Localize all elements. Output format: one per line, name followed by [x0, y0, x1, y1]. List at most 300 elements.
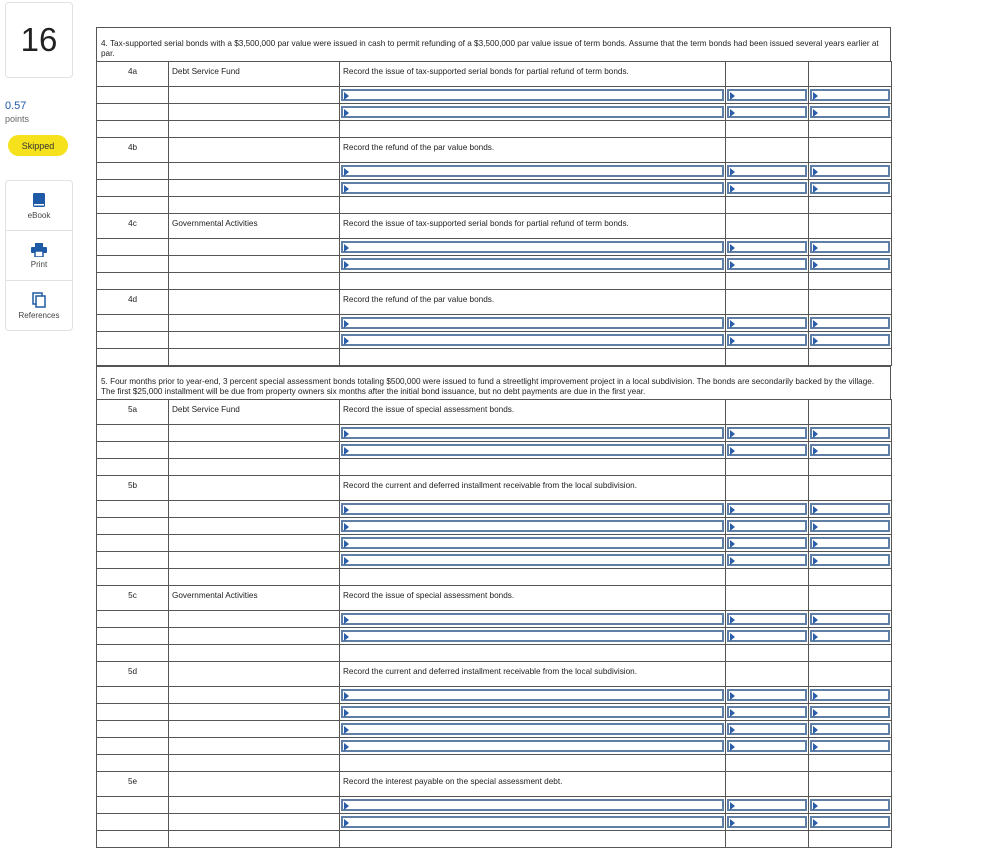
credit-header-cell	[809, 476, 892, 501]
credit-cell	[809, 87, 892, 104]
account-cell	[340, 501, 726, 518]
journal-entry-row	[97, 87, 892, 104]
blank-cell	[726, 645, 809, 662]
points-label: points	[5, 114, 30, 124]
account-select[interactable]	[341, 165, 724, 177]
entry-instruction: Record the interest payable on the special assessment debt.	[340, 772, 726, 797]
debit-cell	[726, 611, 809, 628]
credit-input[interactable]	[810, 427, 890, 439]
entry-instruction: Record the issue of tax-supported serial bonds for partial refund of term bonds.	[340, 62, 726, 87]
debit-cell	[726, 552, 809, 569]
debit-input[interactable]	[727, 799, 807, 811]
blank-cell	[340, 197, 726, 214]
fund-name: Debt Service Fund	[169, 400, 340, 425]
empty-fund-cell	[169, 628, 340, 645]
debit-header-cell	[726, 138, 809, 163]
blank-cell	[726, 197, 809, 214]
credit-cell	[809, 239, 892, 256]
account-cell	[340, 814, 726, 831]
account-select[interactable]	[341, 706, 724, 718]
entry-reference: 5d	[97, 662, 169, 687]
blank-cell	[726, 569, 809, 586]
empty-ref-cell	[97, 611, 169, 628]
credit-cell	[809, 738, 892, 755]
account-cell	[340, 425, 726, 442]
entry-instruction: Record the issue of special assessment bonds.	[340, 586, 726, 611]
credit-input[interactable]	[810, 503, 890, 515]
account-select[interactable]	[341, 427, 724, 439]
entry-reference: 5b	[97, 476, 169, 501]
debit-cell	[726, 163, 809, 180]
blank-cell	[97, 459, 169, 476]
account-cell	[340, 628, 726, 645]
debit-header-cell	[726, 400, 809, 425]
journal-table	[96, 399, 892, 848]
print-button[interactable]	[6, 231, 72, 281]
fund-name	[169, 290, 340, 315]
debit-cell	[726, 535, 809, 552]
empty-ref-cell	[97, 797, 169, 814]
credit-input[interactable]	[810, 689, 890, 701]
debit-input[interactable]	[727, 334, 807, 346]
account-cell	[340, 552, 726, 569]
ebook-label: eBook	[27, 210, 51, 220]
account-select[interactable]	[341, 258, 724, 270]
blank-cell	[809, 569, 892, 586]
empty-fund-cell	[169, 611, 340, 628]
fund-name	[169, 138, 340, 163]
empty-ref-cell	[97, 535, 169, 552]
empty-fund-cell	[169, 425, 340, 442]
debit-cell	[726, 180, 809, 197]
debit-cell	[726, 239, 809, 256]
entry-header-row	[97, 662, 892, 687]
blank-cell	[726, 349, 809, 366]
fund-name	[169, 662, 340, 687]
empty-ref-cell	[97, 332, 169, 349]
tool-panel	[5, 180, 73, 331]
fund-name: Governmental Activities	[169, 214, 340, 239]
entry-header-row	[97, 586, 892, 611]
book-icon	[31, 192, 47, 208]
credit-cell	[809, 315, 892, 332]
credit-header-cell	[809, 586, 892, 611]
debit-input[interactable]	[727, 689, 807, 701]
blank-cell	[340, 755, 726, 772]
entry-reference: 4b	[97, 138, 169, 163]
blank-cell	[340, 459, 726, 476]
blank-cell	[97, 755, 169, 772]
debit-cell	[726, 704, 809, 721]
debit-input[interactable]	[727, 554, 807, 566]
blank-cell	[97, 349, 169, 366]
debit-input[interactable]	[727, 317, 807, 329]
account-select[interactable]	[341, 520, 724, 532]
journal-table	[96, 61, 892, 366]
empty-ref-cell	[97, 180, 169, 197]
journal-entry-row	[97, 104, 892, 121]
empty-fund-cell	[169, 256, 340, 273]
empty-ref-cell	[97, 256, 169, 273]
journal-entry-row	[97, 704, 892, 721]
empty-fund-cell	[169, 163, 340, 180]
account-select[interactable]	[341, 630, 724, 642]
entry-header-row	[97, 476, 892, 501]
blank-row	[97, 273, 892, 290]
blank-cell	[169, 755, 340, 772]
blank-cell	[340, 569, 726, 586]
entry-header-row	[97, 772, 892, 797]
entry-instruction: Record the refund of the par value bonds.	[340, 290, 726, 315]
credit-input[interactable]	[810, 182, 890, 194]
credit-input[interactable]	[810, 613, 890, 625]
debit-input[interactable]	[727, 520, 807, 532]
credit-cell	[809, 518, 892, 535]
entry-reference: 5a	[97, 400, 169, 425]
account-cell	[340, 180, 726, 197]
debit-cell	[726, 797, 809, 814]
fund-name: Governmental Activities	[169, 586, 340, 611]
empty-fund-cell	[169, 87, 340, 104]
empty-fund-cell	[169, 535, 340, 552]
account-select[interactable]	[341, 689, 724, 701]
credit-cell	[809, 180, 892, 197]
blank-cell	[726, 459, 809, 476]
blank-cell	[809, 349, 892, 366]
fund-name: Debt Service Fund	[169, 62, 340, 87]
entry-header-row	[97, 400, 892, 425]
journal-entry-row	[97, 332, 892, 349]
account-cell	[340, 687, 726, 704]
empty-fund-cell	[169, 518, 340, 535]
question-number: 16	[5, 2, 73, 78]
blank-cell	[97, 645, 169, 662]
account-select[interactable]	[341, 444, 724, 456]
fund-name	[169, 772, 340, 797]
account-cell	[340, 797, 726, 814]
blank-cell	[97, 569, 169, 586]
journal-entry-row	[97, 738, 892, 755]
empty-ref-cell	[97, 104, 169, 121]
blank-row	[97, 569, 892, 586]
credit-header-cell	[809, 62, 892, 87]
account-cell	[340, 315, 726, 332]
debit-cell	[726, 256, 809, 273]
credit-cell	[809, 687, 892, 704]
entry-instruction: Record the issue of special assessment bonds.	[340, 400, 726, 425]
credit-header-cell	[809, 772, 892, 797]
account-cell	[340, 332, 726, 349]
account-cell	[340, 442, 726, 459]
debit-input[interactable]	[727, 630, 807, 642]
problem-4-statement: 4. Tax-supported serial bonds with a $3,500,000 par value were issued in cash to permit refunding of a $3,500,000 par value issue of term bonds. Assume that the term bonds had been issued several years earlier at par.	[96, 27, 891, 61]
blank-cell	[169, 121, 340, 138]
credit-cell	[809, 104, 892, 121]
empty-fund-cell	[169, 814, 340, 831]
debit-input[interactable]	[727, 503, 807, 515]
empty-fund-cell	[169, 442, 340, 459]
debit-cell	[726, 442, 809, 459]
debit-header-cell	[726, 772, 809, 797]
empty-fund-cell	[169, 104, 340, 121]
blank-row	[97, 349, 892, 366]
empty-ref-cell	[97, 315, 169, 332]
empty-fund-cell	[169, 501, 340, 518]
journal-entry-row	[97, 256, 892, 273]
credit-input[interactable]	[810, 89, 890, 101]
problem-5-statement: 5. Four months prior to year-end, 3 percent special assessment bonds totaling $500,000 were issued to fund a streetlight improvement project in a local subdivision. The bonds are secondarily backed by the village. The first $25,000 installment will be due from property owners six months after the initial bond issuance, but no debt payments are due in the first year.	[96, 366, 891, 399]
credit-cell	[809, 442, 892, 459]
empty-fund-cell	[169, 180, 340, 197]
entry-header-row	[97, 62, 892, 87]
journal-entry-row	[97, 814, 892, 831]
debit-cell	[726, 687, 809, 704]
credit-input[interactable]	[810, 165, 890, 177]
entry-instruction: Record the issue of tax-supported serial bonds for partial refund of term bonds.	[340, 214, 726, 239]
credit-input[interactable]	[810, 520, 890, 532]
debit-header-cell	[726, 662, 809, 687]
account-select[interactable]	[341, 740, 724, 752]
account-cell	[340, 738, 726, 755]
debit-input[interactable]	[727, 89, 807, 101]
blank-cell	[169, 349, 340, 366]
credit-cell	[809, 256, 892, 273]
journal-entry-row	[97, 315, 892, 332]
blank-row	[97, 755, 892, 772]
empty-ref-cell	[97, 501, 169, 518]
account-cell	[340, 87, 726, 104]
credit-input[interactable]	[810, 241, 890, 253]
account-cell	[340, 163, 726, 180]
printer-icon	[31, 243, 47, 257]
references-icon	[31, 292, 47, 308]
empty-ref-cell	[97, 814, 169, 831]
blank-cell	[809, 197, 892, 214]
account-select[interactable]	[341, 816, 724, 828]
journal-entry-row	[97, 425, 892, 442]
credit-cell	[809, 797, 892, 814]
empty-ref-cell	[97, 628, 169, 645]
debit-cell	[726, 501, 809, 518]
account-cell	[340, 535, 726, 552]
credit-cell	[809, 814, 892, 831]
debit-input[interactable]	[727, 613, 807, 625]
credit-header-cell	[809, 662, 892, 687]
debit-input[interactable]	[727, 444, 807, 456]
empty-ref-cell	[97, 721, 169, 738]
journal-entry-row	[97, 180, 892, 197]
blank-cell	[809, 273, 892, 290]
account-select[interactable]	[341, 723, 724, 735]
points-display	[5, 100, 29, 126]
blank-cell	[726, 121, 809, 138]
entry-instruction: Record the refund of the par value bonds.	[340, 138, 726, 163]
debit-input[interactable]	[727, 816, 807, 828]
blank-cell	[726, 273, 809, 290]
debit-cell	[726, 814, 809, 831]
empty-fund-cell	[169, 239, 340, 256]
journal-entry-row	[97, 518, 892, 535]
credit-cell	[809, 704, 892, 721]
account-select[interactable]	[341, 241, 724, 253]
debit-cell	[726, 104, 809, 121]
account-cell	[340, 721, 726, 738]
points-value: 0.57	[5, 100, 27, 112]
debit-input[interactable]	[727, 427, 807, 439]
blank-cell	[97, 121, 169, 138]
blank-cell	[340, 273, 726, 290]
journal-entry-row	[97, 501, 892, 518]
blank-cell	[726, 755, 809, 772]
entry-header-row	[97, 214, 892, 239]
debit-cell	[726, 721, 809, 738]
print-label: Print	[30, 259, 48, 269]
debit-input[interactable]	[727, 740, 807, 752]
journal-entry-row	[97, 442, 892, 459]
credit-input[interactable]	[810, 537, 890, 549]
debit-input[interactable]	[727, 723, 807, 735]
empty-ref-cell	[97, 425, 169, 442]
entry-reference: 4c	[97, 214, 169, 239]
debit-header-cell	[726, 476, 809, 501]
debit-input[interactable]	[727, 258, 807, 270]
empty-ref-cell	[97, 442, 169, 459]
account-select[interactable]	[341, 799, 724, 811]
debit-cell	[726, 332, 809, 349]
credit-cell	[809, 628, 892, 645]
credit-input[interactable]	[810, 106, 890, 118]
debit-input[interactable]	[727, 182, 807, 194]
journal-worksheet	[96, 27, 891, 848]
credit-input[interactable]	[810, 317, 890, 329]
debit-input[interactable]	[727, 241, 807, 253]
credit-input[interactable]	[810, 816, 890, 828]
ebook-button[interactable]	[6, 181, 72, 231]
fund-name	[169, 476, 340, 501]
credit-header-cell	[809, 214, 892, 239]
debit-input[interactable]	[727, 537, 807, 549]
empty-fund-cell	[169, 738, 340, 755]
status-badge: Skipped	[8, 135, 68, 156]
empty-ref-cell	[97, 87, 169, 104]
empty-fund-cell	[169, 721, 340, 738]
debit-input[interactable]	[727, 165, 807, 177]
journal-entry-row	[97, 687, 892, 704]
account-cell	[340, 256, 726, 273]
debit-header-cell	[726, 214, 809, 239]
credit-input[interactable]	[810, 706, 890, 718]
credit-input[interactable]	[810, 334, 890, 346]
journal-entry-row	[97, 721, 892, 738]
debit-input[interactable]	[727, 106, 807, 118]
entry-reference: 5e	[97, 772, 169, 797]
account-cell	[340, 104, 726, 121]
empty-ref-cell	[97, 687, 169, 704]
debit-cell	[726, 87, 809, 104]
journal-entry-row	[97, 611, 892, 628]
empty-ref-cell	[97, 704, 169, 721]
credit-input[interactable]	[810, 740, 890, 752]
account-select[interactable]	[341, 613, 724, 625]
references-button[interactable]	[6, 281, 72, 330]
account-select[interactable]	[341, 317, 724, 329]
references-label: References	[18, 310, 60, 320]
empty-fund-cell	[169, 332, 340, 349]
blank-cell	[340, 349, 726, 366]
account-select[interactable]	[341, 503, 724, 515]
empty-ref-cell	[97, 552, 169, 569]
blank-cell	[169, 197, 340, 214]
debit-header-cell	[726, 290, 809, 315]
entry-instruction: Record the current and deferred installment receivable from the local subdivision.	[340, 476, 726, 501]
debit-cell	[726, 628, 809, 645]
credit-input[interactable]	[810, 554, 890, 566]
credit-input[interactable]	[810, 444, 890, 456]
empty-fund-cell	[169, 797, 340, 814]
credit-input[interactable]	[810, 630, 890, 642]
entry-header-row	[97, 138, 892, 163]
credit-input[interactable]	[810, 723, 890, 735]
blank-row	[97, 121, 892, 138]
blank-cell	[169, 273, 340, 290]
account-select[interactable]	[341, 334, 724, 346]
debit-cell	[726, 425, 809, 442]
journal-entry-row	[97, 628, 892, 645]
account-select[interactable]	[341, 182, 724, 194]
blank-cell	[340, 121, 726, 138]
credit-input[interactable]	[810, 799, 890, 811]
account-select[interactable]	[341, 554, 724, 566]
credit-header-cell	[809, 138, 892, 163]
empty-ref-cell	[97, 738, 169, 755]
blank-cell	[97, 273, 169, 290]
debit-cell	[726, 315, 809, 332]
debit-input[interactable]	[727, 706, 807, 718]
blank-row	[97, 645, 892, 662]
blank-cell	[169, 645, 340, 662]
blank-row	[97, 197, 892, 214]
empty-fund-cell	[169, 552, 340, 569]
blank-cell	[169, 459, 340, 476]
entry-header-row	[97, 290, 892, 315]
empty-fund-cell	[169, 315, 340, 332]
credit-header-cell	[809, 400, 892, 425]
credit-cell	[809, 611, 892, 628]
account-cell	[340, 704, 726, 721]
debit-cell	[726, 738, 809, 755]
credit-input[interactable]	[810, 258, 890, 270]
entry-reference: 5c	[97, 586, 169, 611]
debit-header-cell	[726, 586, 809, 611]
empty-ref-cell	[97, 518, 169, 535]
account-select[interactable]	[341, 537, 724, 549]
debit-cell	[726, 518, 809, 535]
credit-header-cell	[809, 290, 892, 315]
journal-entry-row	[97, 163, 892, 180]
account-select[interactable]	[341, 89, 724, 101]
credit-cell	[809, 163, 892, 180]
journal-entry-row	[97, 239, 892, 256]
account-select[interactable]	[341, 106, 724, 118]
journal-entry-row	[97, 552, 892, 569]
empty-ref-cell	[97, 163, 169, 180]
account-cell	[340, 239, 726, 256]
blank-cell	[809, 459, 892, 476]
blank-cell	[809, 755, 892, 772]
account-cell	[340, 518, 726, 535]
credit-cell	[809, 501, 892, 518]
journal-entry-row	[97, 797, 892, 814]
